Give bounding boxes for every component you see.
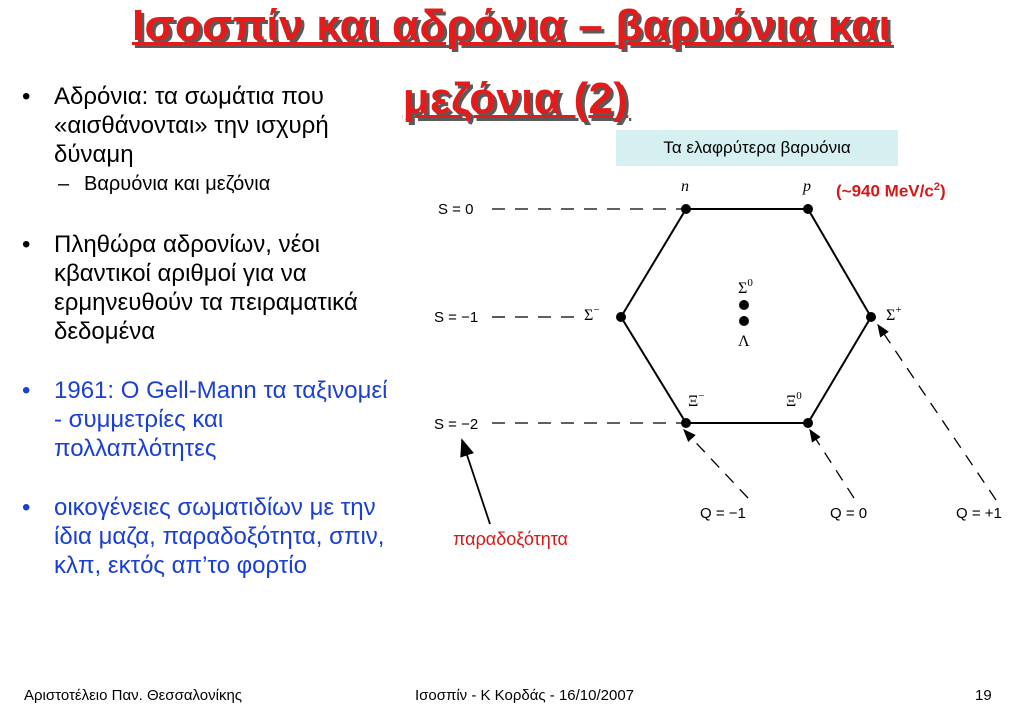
slide-title-line-2: μεζόνια (2) [402,74,629,123]
xi-minus-dot [681,418,691,428]
s-2-label: S = −2 [434,416,479,433]
proton-label: p [803,178,811,195]
bullet-text: οικογένειες σωματιδίων με την ίδια μαζα, παραδοξότητα, σπιν, κλπ, εκτός απ’το φορτίο [54,494,385,579]
bullet-text: 1961: Ο Gell-Mann τα ταξινομεί - συμμετρίες και πολλαπλότητες [54,377,388,462]
bullet-marker: • [22,494,31,521]
q-plus1-arrow [878,325,996,500]
bullet-marker: • [22,83,31,110]
q-0-label: Q = 0 [830,505,868,522]
strangeness-label: παραδοξότητα [453,529,568,549]
sigma-plus-dot [866,312,876,322]
xi-zero-dot [803,418,813,428]
q-minus1-label: Q = −1 [700,505,746,522]
footer-institution: Αριστοτέλειο Παν. Θεσσαλονίκης [24,687,243,704]
lambda-dot [739,316,749,326]
lightest-baryons-badge: Τα ελαφρύτερα βαρυόνια [616,130,898,166]
sigma-zero-dot [739,300,749,310]
neutron-label: n [681,178,689,195]
bullet-text: Πληθώρα αδρονίων, νέοι κβαντικοί αριθμοί για να ερμηνευθούν τα πειραματικά δεδομένα [54,231,358,345]
sigma-minus-label: Σ− [584,304,600,324]
sigma-zero-label: $\Sigma^0$ [738,277,753,297]
strangeness-pointer [462,440,490,524]
q-0-arrow [810,430,854,498]
bullet-marker: • [22,231,31,258]
slide-title-line-1: Ισοσπίν και αδρόνια – βαρυόνια και [131,1,892,50]
lambda-label: Λ [738,333,750,350]
mass-annotation [836,181,946,202]
bullet-marker: • [22,377,31,404]
q-minus1-arrow [684,430,748,498]
sub-bullet-text: Βαρυόνια και μεζόνια [84,173,271,195]
mass-prefix: (~940 MeV/c [836,181,934,201]
footer-center: Ισοσπίν - Κ Κορδάς - 16/10/2007 [414,687,635,704]
octet-hexagon [621,209,871,423]
neutron-dot [681,204,691,214]
sigma-minus-dot [616,312,626,322]
mass-exponent: 2 [933,181,940,193]
s-1-label: S = −1 [434,309,479,326]
s0-label: S = 0 [438,201,474,218]
bullet-text: Αδρόνια: τα σωμάτια που «αισθάνονται» την ισχυρή δύναμη [54,83,329,168]
q-plus1-label: Q = +1 [956,505,1002,522]
sigma-plus-label: Σ+ [886,304,902,324]
mass-suffix: ) [939,181,946,201]
footer-page-number: 19 [975,687,992,704]
xi-minus-label: Ξ− [688,390,705,410]
xi-zero-label: $\Xi^0$ [786,390,802,410]
proton-dot [803,204,813,214]
sub-bullet-marker: – [58,173,70,195]
